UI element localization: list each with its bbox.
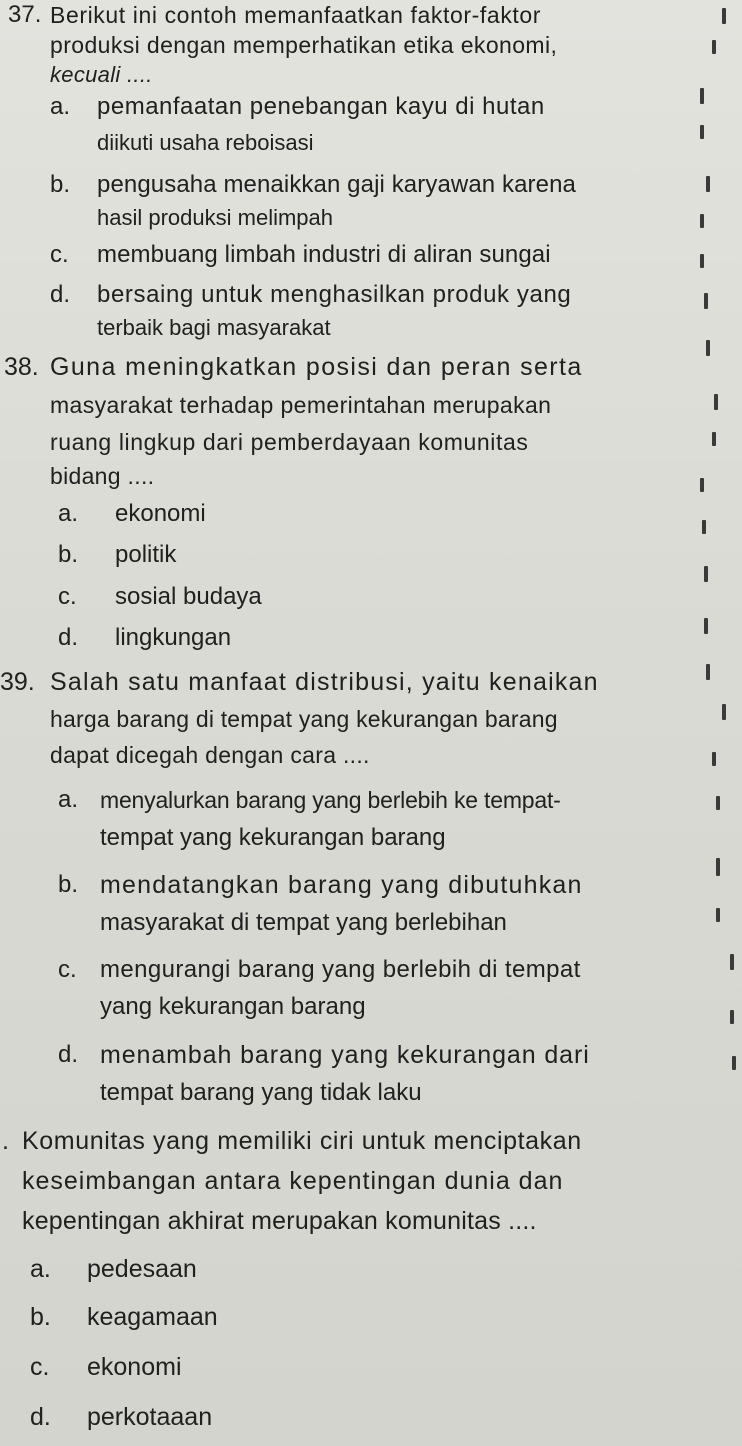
option-a-letter: a. bbox=[50, 93, 71, 120]
binding-mark bbox=[700, 254, 704, 268]
question-text-line: Salah satu manfaat distribusi, yaitu kenaikan bbox=[50, 668, 599, 696]
question-text-line: Komunitas yang memiliki ciri untuk menciptakan bbox=[22, 1127, 582, 1155]
option-b-text: keagamaan bbox=[87, 1303, 218, 1331]
option-b-text: masyarakat di tempat yang berlebihan bbox=[100, 909, 507, 936]
option-a-text: menyalurkan barang yang berlebih ke tempat- bbox=[100, 787, 561, 813]
option-b-letter: b. bbox=[30, 1303, 51, 1331]
binding-mark bbox=[700, 125, 704, 139]
option-d-letter: d. bbox=[58, 1041, 79, 1068]
option-a-text: pemanfaatan penebangan kayu di hutan bbox=[97, 93, 545, 120]
binding-mark bbox=[716, 858, 720, 876]
binding-mark bbox=[730, 1010, 734, 1024]
binding-mark bbox=[716, 796, 720, 810]
option-d-text: perkotaaan bbox=[87, 1403, 213, 1431]
option-d-letter: d. bbox=[58, 624, 79, 651]
binding-mark bbox=[706, 340, 710, 356]
question-number: . bbox=[2, 1127, 9, 1155]
option-c-text: ekonomi bbox=[87, 1353, 182, 1381]
question-text-line: keseimbangan antara kepentingan dunia dan bbox=[22, 1167, 564, 1195]
option-b-text: politik bbox=[115, 541, 177, 568]
binding-mark bbox=[700, 478, 704, 492]
option-d-text: bersaing untuk menghasilkan produk yang bbox=[97, 281, 572, 308]
option-b-text: hasil produksi melimpah bbox=[97, 205, 333, 230]
binding-mark bbox=[716, 908, 720, 922]
option-b-letter: b. bbox=[58, 541, 79, 568]
binding-mark bbox=[712, 40, 716, 54]
option-d-text: menambah barang yang kekurangan dari bbox=[100, 1041, 590, 1069]
option-c-letter: c. bbox=[58, 583, 77, 610]
question-text-line: kepentingan akhirat merupakan komunitas .... bbox=[22, 1207, 537, 1235]
binding-mark bbox=[722, 704, 726, 720]
question-text-line: produksi dengan memperhatikan etika ekonomi, bbox=[50, 32, 558, 58]
option-c-text: sosial budaya bbox=[115, 583, 262, 610]
binding-mark bbox=[714, 394, 718, 410]
option-c-text: yang kekurangan barang bbox=[100, 993, 366, 1020]
binding-mark bbox=[704, 566, 708, 582]
binding-mark bbox=[712, 752, 716, 766]
binding-mark bbox=[700, 88, 704, 104]
option-a-text: tempat yang kekurangan barang bbox=[100, 824, 446, 851]
option-c-letter: c. bbox=[58, 956, 77, 983]
binding-mark bbox=[706, 176, 710, 192]
binding-mark bbox=[730, 954, 734, 970]
question-text-line: harga barang di tempat yang kekurangan barang bbox=[50, 706, 558, 732]
question-number: 38. bbox=[4, 353, 39, 381]
question-text-line: kecuali .... bbox=[50, 62, 153, 87]
option-c-letter: c. bbox=[50, 241, 69, 268]
option-a-letter: a. bbox=[30, 1255, 51, 1283]
binding-mark bbox=[702, 520, 706, 534]
question-number: 39. bbox=[0, 668, 35, 696]
binding-mark bbox=[706, 664, 710, 680]
option-d-text: tempat barang yang tidak laku bbox=[100, 1079, 422, 1106]
binding-mark bbox=[700, 214, 704, 228]
question-text-line: ruang lingkup dari pemberdayaan komunitas bbox=[50, 429, 529, 455]
binding-mark bbox=[704, 293, 708, 309]
question-text-line: Guna meningkatkan posisi dan peran serta bbox=[50, 353, 583, 381]
option-a-text: ekonomi bbox=[115, 500, 206, 527]
option-d-text: lingkungan bbox=[115, 624, 232, 651]
question-text-line: masyarakat terhadap pemerintahan merupakan bbox=[50, 392, 552, 418]
binding-mark bbox=[712, 432, 716, 446]
option-c-text: mengurangi barang yang berlebih di tempat bbox=[100, 956, 581, 983]
binding-mark bbox=[732, 1056, 736, 1070]
option-a-text: diikuti usaha reboisasi bbox=[97, 130, 314, 155]
option-a-text: pedesaan bbox=[87, 1255, 197, 1283]
question-text-line: dapat dicegah dengan cara .... bbox=[50, 742, 370, 768]
option-d-letter: d. bbox=[50, 281, 71, 308]
binding-mark bbox=[722, 8, 726, 24]
question-text-line: Berikut ini contoh memanfaatkan faktor-faktor bbox=[50, 2, 542, 28]
option-b-text: pengusaha menaikkan gaji karyawan karena bbox=[97, 171, 576, 198]
option-b-letter: b. bbox=[50, 171, 71, 198]
option-b-letter: b. bbox=[58, 871, 79, 898]
question-number: 37. bbox=[8, 1, 42, 28]
binding-mark bbox=[704, 618, 708, 634]
option-a-letter: a. bbox=[58, 500, 79, 527]
option-c-letter: c. bbox=[30, 1353, 50, 1381]
question-text-line: bidang .... bbox=[50, 463, 155, 489]
option-d-text: terbaik bagi masyarakat bbox=[97, 315, 331, 340]
option-d-letter: d. bbox=[30, 1403, 51, 1431]
option-c-text: membuang limbah industri di aliran sungai bbox=[97, 241, 551, 268]
option-a-letter: a. bbox=[58, 786, 79, 813]
option-b-text: mendatangkan barang yang dibutuhkan bbox=[100, 871, 583, 899]
